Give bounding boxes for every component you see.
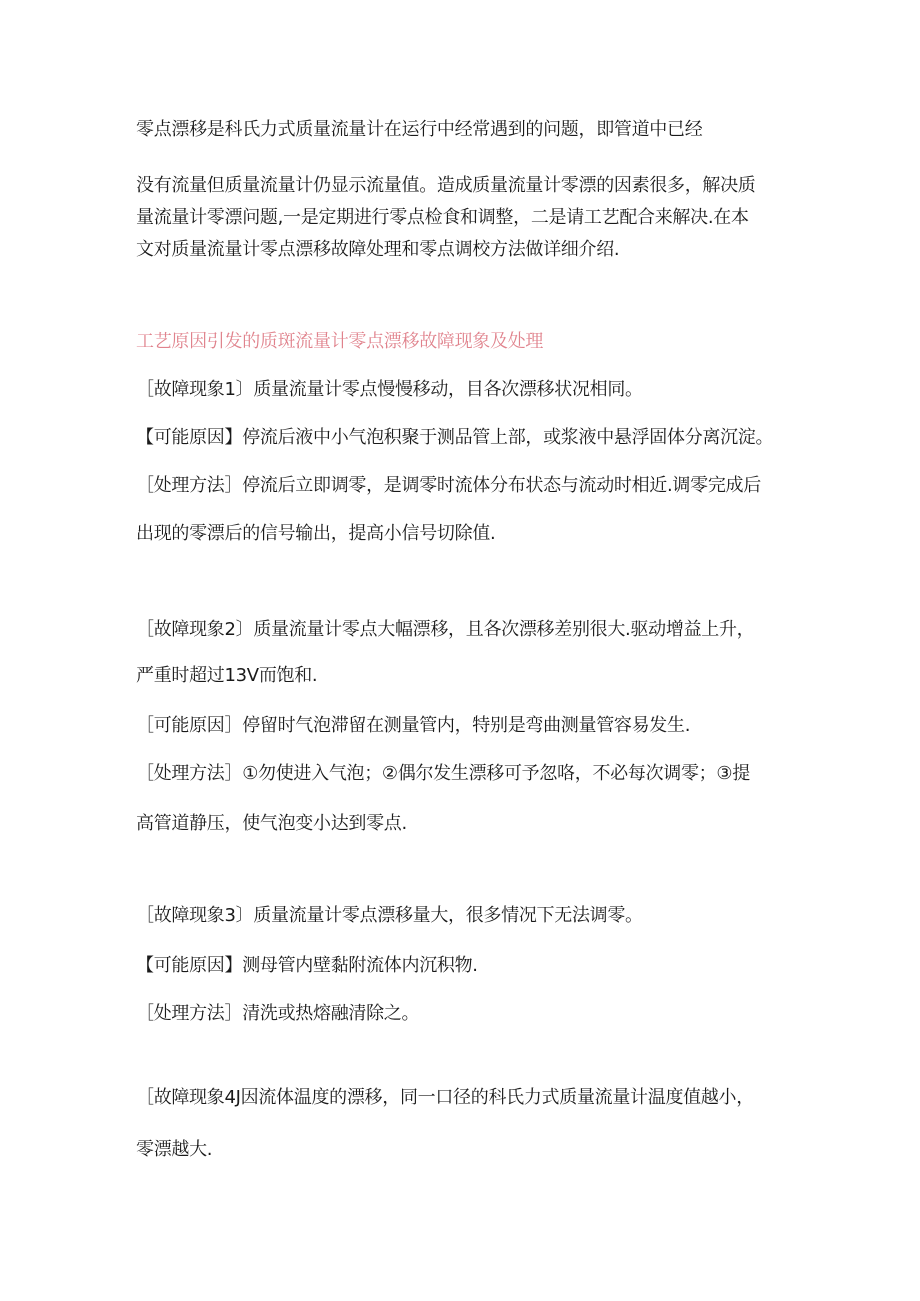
fault3-method: ［处理方法］清洗或热熔融清除之。 [136, 1003, 420, 1024]
fault2-method-line-1: ［处理方法］①勿使进入气泡；②偶尔发生漂移可予忽咯，不必每次调零；③提 [136, 763, 750, 784]
fault2-phenomenon-line-2: 严重时超过13V而饱和. [136, 665, 318, 686]
intro-line-3: 量流量计零漂问题,一是定期进行零点检食和调整，二是请工艺配合来解决.在本 [136, 207, 749, 228]
fault3-phenomenon: ［故障现象3〕质量流量计零点漂移量大，很多情况下无法调零。 [136, 905, 643, 926]
fault1-cause: 【可能原因】停流后液中小气泡积聚于测品管上部，或浆液中悬浮固体分离沉淀。 [136, 427, 774, 448]
intro-line-4: 文对质量流量计零点漂移故障处理和零点调校方法做详细介绍. [136, 239, 620, 260]
fault4-phenomenon-line-2: 零漂越大. [136, 1139, 213, 1160]
intro-line-2: 没有流量但质量流量计仍显示流量值。造成质量流量计零漂的因素很多，解决质 [136, 175, 756, 196]
fault1-phenomenon: ［故障现象1〕质量流量计零点慢慢移动，目各次漂移状况相同。 [136, 379, 643, 400]
intro-line-1: 零点漂移是科氏力式质量流量计在运行中经常遇到的问题，即管道中已经 [136, 119, 703, 140]
section-heading: 工艺原因引发的质斑流量计零点漂移故障现象及处理 [136, 331, 544, 352]
fault4-phenomenon-line-1: ［故障现象4J因流体温度的漂移，同一口径的科氏力式质量流量计温度值越小， [136, 1087, 754, 1108]
fault1-method-line-2: 出现的零漂后的信号输出，提高小信号切除值. [136, 523, 496, 544]
fault2-method-line-2: 高管道静压，使气泡变小达到零点. [136, 813, 407, 834]
fault2-cause: ［可能原因］停留时气泡滞留在测量管内，特别是弯曲测量管容易发生. [136, 715, 691, 736]
fault1-method-line-1: ［处理方法］停流后立即调零，是调零时流体分布状态与流动时相近.调零完成后 [136, 475, 761, 496]
fault3-cause: 【可能原因】测母管内壁黏附流体内沉积物. [136, 955, 478, 976]
fault2-phenomenon-line-1: ［故障现象2〕质量流量计零点大幅漂移，且各次漂移差别很大.驱动增益上升， [136, 619, 755, 640]
